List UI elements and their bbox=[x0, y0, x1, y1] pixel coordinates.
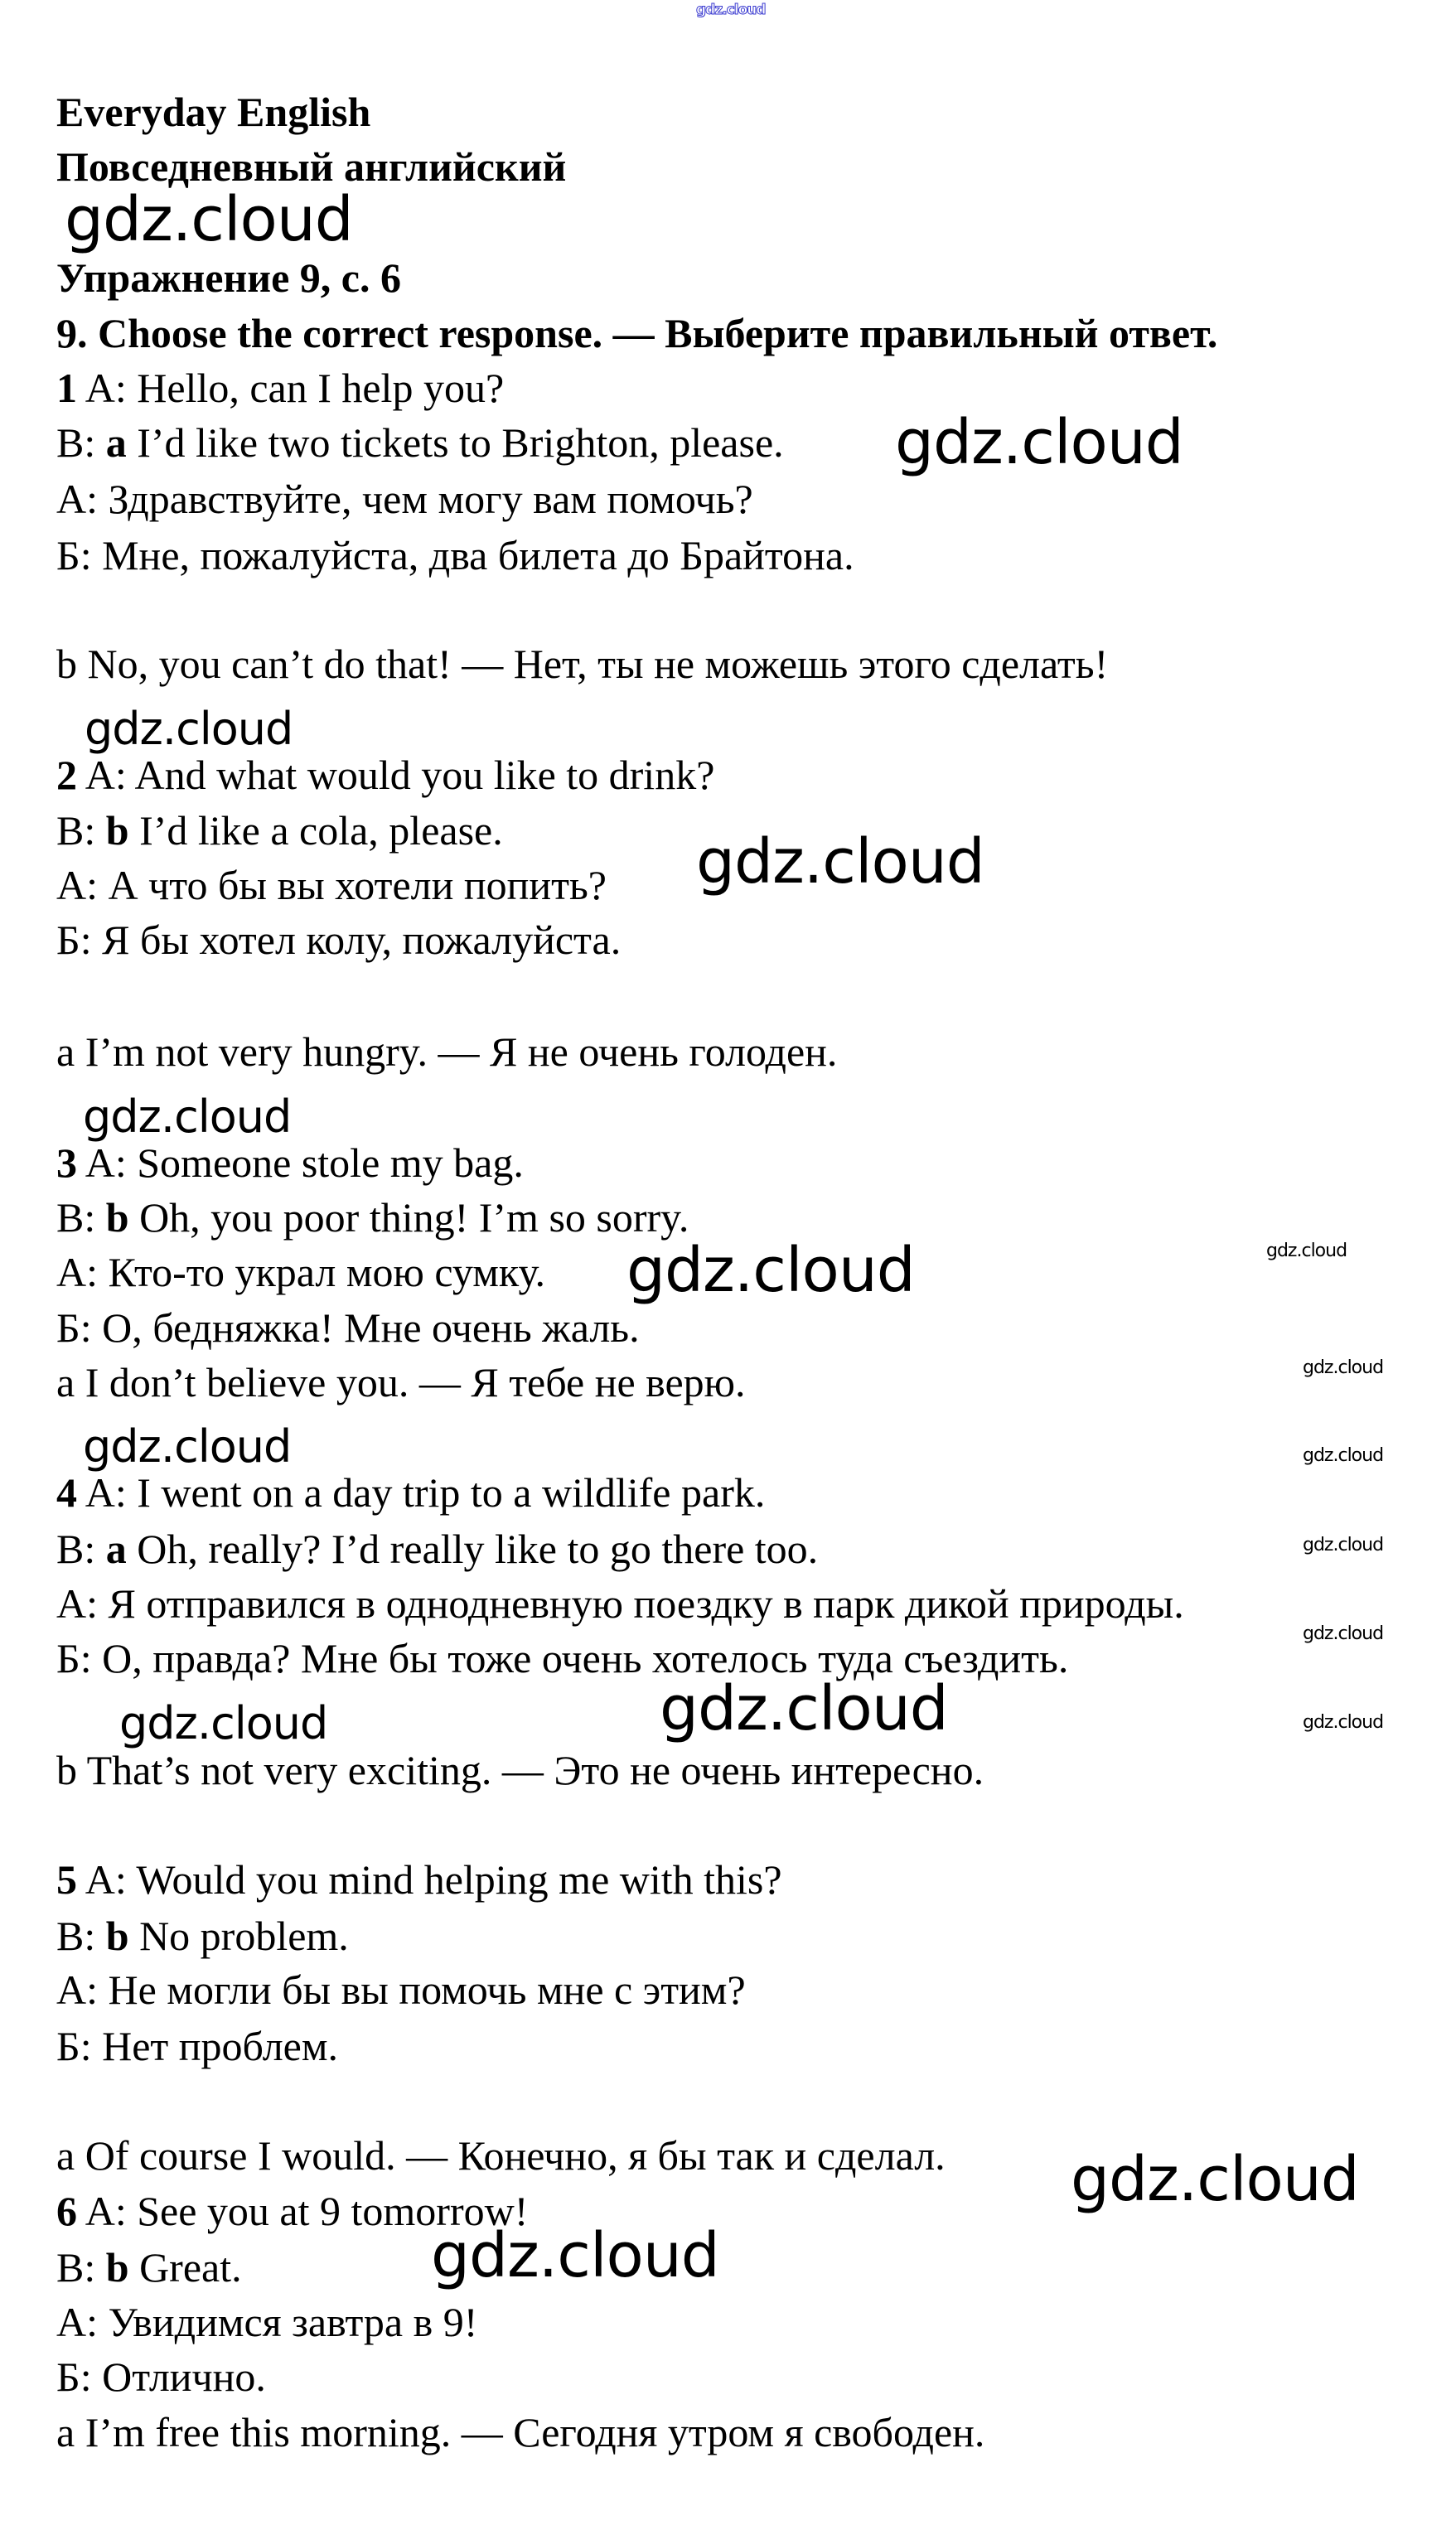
dialogue-number: 3 bbox=[56, 1139, 77, 1186]
dialogue-4-other-option: b That’s not very exciting. — Это не очень интересно. bbox=[56, 1747, 984, 1793]
watermark: gdz.cloud bbox=[660, 1673, 948, 1744]
dialogue-number: 2 bbox=[56, 752, 77, 798]
watermark-small: gdz.cloud bbox=[1303, 1357, 1384, 1378]
speaker-label: B: bbox=[56, 419, 106, 466]
dialogue-number: 4 bbox=[56, 1469, 77, 1516]
dialogue-3-a-en bbox=[56, 1139, 524, 1186]
watermark: gdz.cloud bbox=[895, 407, 1183, 478]
answer-option: b bbox=[105, 807, 129, 854]
watermark: gdz.cloud bbox=[626, 1235, 915, 1306]
task-instruction: 9. Choose the correct response. — Выберите правильный ответ. bbox=[56, 310, 1218, 356]
dialogue-4-a-en bbox=[56, 1469, 765, 1516]
watermark: gdz.cloud bbox=[431, 2220, 719, 2291]
dialogue-6-other-option: a I’m free this morning. — Сегодня утром я свободен. bbox=[56, 2409, 985, 2455]
watermark-small: gdz.cloud bbox=[1266, 1241, 1347, 1261]
answer-option: a bbox=[105, 1526, 127, 1572]
watermark-small: gdz.cloud bbox=[1303, 1535, 1384, 1555]
line-text: Oh, really? I’d really like to go there too. bbox=[126, 1526, 819, 1572]
watermark-small: gdz.cloud bbox=[1303, 1712, 1384, 1733]
answer-option: b bbox=[105, 1913, 129, 1959]
dialogue-number: 6 bbox=[56, 2188, 77, 2234]
speaker-label: B: bbox=[56, 807, 106, 854]
dialogue-number: 5 bbox=[56, 1856, 77, 1903]
speaker-label: B: bbox=[56, 1526, 106, 1572]
dialogue-1-b-en bbox=[56, 419, 784, 466]
speaker-label: B: bbox=[56, 2244, 106, 2291]
dialogue-number: 1 bbox=[56, 365, 77, 411]
section-title-ru: Повседневный английский bbox=[56, 143, 567, 190]
watermark-small: gdz.cloud bbox=[1303, 1445, 1384, 1466]
dialogue-5-a-ru: А: Не могли бы вы помочь мне с этим? bbox=[56, 1966, 746, 2013]
line-text: A: And what would you like to drink? bbox=[77, 752, 715, 798]
dialogue-3-b-en bbox=[56, 1194, 689, 1241]
dialogue-3-b-ru: Б: О, бедняжка! Мне очень жаль. bbox=[56, 1304, 640, 1351]
dialogue-6-b-en bbox=[56, 2244, 242, 2291]
dialogue-5-a-en bbox=[56, 1856, 782, 1903]
dialogue-6-a-ru: А: Увидимся завтра в 9! bbox=[56, 2299, 478, 2345]
dialogue-1-b-ru: Б: Мне, пожалуйста, два билета до Брайтона. bbox=[56, 532, 854, 578]
line-text: A: I went on a day trip to a wildlife park. bbox=[77, 1469, 766, 1516]
line-text: Great. bbox=[128, 2244, 242, 2291]
watermark: gdz.cloud bbox=[83, 1091, 292, 1143]
line-text: A: See you at 9 tomorrow! bbox=[77, 2188, 529, 2234]
line-text: I’d like two tickets to Brighton, please. bbox=[126, 419, 784, 466]
line-text: Oh, you poor thing! I’m so sorry. bbox=[128, 1194, 689, 1241]
watermark: gdz.cloud bbox=[1071, 2144, 1359, 2215]
line-text: A: Someone stole my bag. bbox=[77, 1139, 524, 1186]
dialogue-5-b-en bbox=[56, 1913, 349, 1959]
dialogue-3-a-ru: А: Кто-то украл мою сумку. bbox=[56, 1249, 545, 1295]
watermark: gdz.cloud bbox=[696, 826, 984, 897]
watermark: gdz.cloud bbox=[85, 703, 293, 755]
dialogue-4-a-ru: А: Я отправился в однодневную поездку в парк дикой природы. bbox=[56, 1580, 1184, 1627]
dialogue-1-a-en bbox=[56, 365, 504, 411]
line-text: No problem. bbox=[128, 1913, 349, 1959]
dialogue-2-a-ru: А: А что бы вы хотели попить? bbox=[56, 862, 607, 908]
dialogue-5-b-ru: Б: Нет проблем. bbox=[56, 2023, 338, 2069]
dialogue-2-other-option: a I’m not very hungry. — Я не очень голоден. bbox=[56, 1028, 838, 1075]
dialogue-5-other-option: a Of course I would. — Конечно, я бы так и сделал. bbox=[56, 2132, 946, 2179]
dialogue-6-b-ru: Б: Отлично. bbox=[56, 2353, 266, 2400]
dialogue-1-a-ru: А: Здравствуйте, чем могу вам помочь? bbox=[56, 476, 753, 522]
line-text: A: Hello, can I help you? bbox=[77, 365, 505, 411]
speaker-label: B: bbox=[56, 1913, 106, 1959]
speaker-label: B: bbox=[56, 1194, 106, 1241]
section-title-en: Everyday English bbox=[56, 89, 371, 135]
exercise-label: Упражнение 9, с. 6 bbox=[56, 254, 401, 301]
answer-option: a bbox=[105, 419, 127, 466]
watermark-small: gdz.cloud bbox=[1303, 1623, 1384, 1644]
watermark-top: gdz.cloud bbox=[696, 2, 766, 18]
watermark: gdz.cloud bbox=[65, 184, 353, 255]
dialogue-4-b-ru: Б: О, правда? Мне бы тоже очень хотелось туда съездить. bbox=[56, 1635, 1069, 1681]
dialogue-2-b-en bbox=[56, 807, 503, 854]
answer-option: b bbox=[105, 1194, 129, 1241]
dialogue-1-other-option: b No, you can’t do that! — Нет, ты не можешь этого сделать! bbox=[56, 641, 1109, 687]
line-text: I’d like a cola, please. bbox=[128, 807, 503, 854]
dialogue-3-other-option: a I don’t believe you. — Я тебе не верю. bbox=[56, 1359, 746, 1405]
dialogue-4-b-en bbox=[56, 1526, 818, 1572]
watermark: gdz.cloud bbox=[119, 1697, 328, 1749]
line-text: A: Would you mind helping me with this? bbox=[77, 1856, 782, 1903]
watermark: gdz.cloud bbox=[83, 1420, 292, 1473]
answer-option: b bbox=[105, 2244, 129, 2291]
dialogue-2-b-ru: Б: Я бы хотел колу, пожалуйста. bbox=[56, 917, 622, 963]
dialogue-2-a-en bbox=[56, 752, 714, 798]
